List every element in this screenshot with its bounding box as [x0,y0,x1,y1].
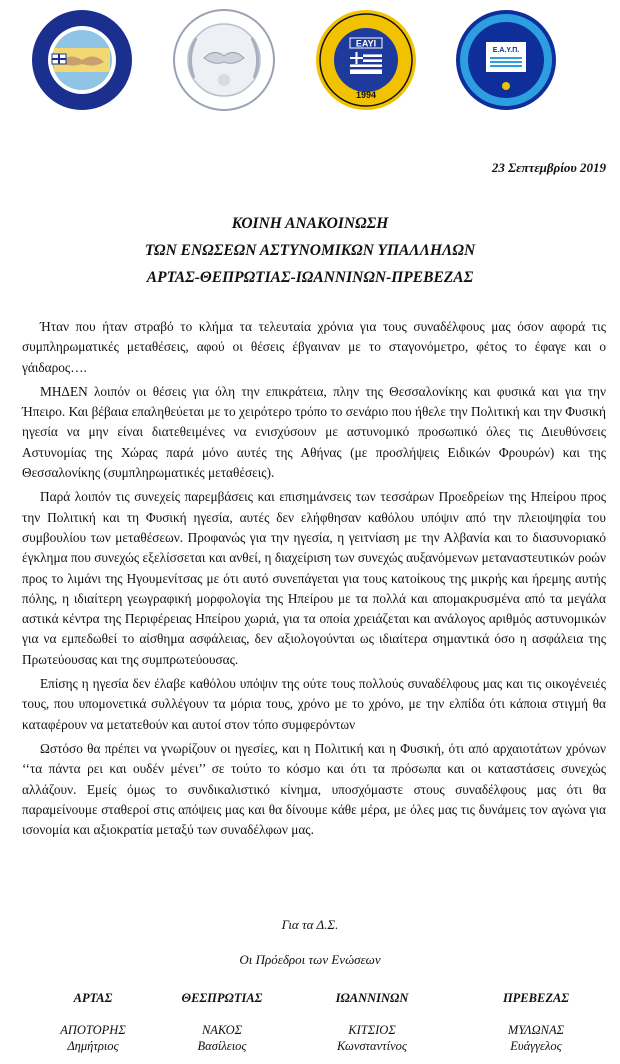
paragraph-3: Παρά λοιπόν τις συνεχείς παρεμβάσεις και επισημάνσεις των τεσσάρων Προεδρείων της Ηπείρου προς την Πολιτική και τη Φυσική ηγεσία, αυτές δεν ελήφθησαν καθόλου υπόψιν από την πλειοψηφία του συμβουλίου των μεταθέσεων. Προφανώς για την ηγεσία, η γειτνίαση με την Αλβανία και το διασυνοριακό έγκλημα που συνεχώς εξελίσσεται και ανθεί, η διαχείριση των συνεχώς αυξανόμενων μεταναστευτικών ροών προς το λιμάνι της Ηγουμενίτσας με ότι αυτό συνεπάγεται για τους κατοίκους της μικρής και ήρεμης αυτής πόλης, η ιδιαίτερη γεωγραφική μορφολογία της Ηπείρου με τα πολλά και απομακρυσμένα από τα μεγάλα αστικά κέντρα της Περιφέρειας Ηπείρου χωριά, για τα οποία χρειάζεται και ανάλογος αριθμός αστυνομικών για να εμπεδωθεί το αίσθημα ασφάλειας, δεν αξιολογούνται ως ιδιαίτερα σημαντικά όσο η ασφάλεια της Πρωτεύουσας και της συμπρωτεύουσας. [22,489,606,667]
ioanninon-union-logo [314,8,418,112]
signature-chairs: Οι Πρόεδροι των Ενώσεων [239,952,381,967]
announcement-body [22,317,606,844]
title-line-3: ΑΡΤΑΣ-ΘΕΠΡΩΤΙΑΣ-ΙΩΑΝΝΙΝΩΝ-ΠΡΕΒΕΖΑΣ [146,269,474,286]
paragraph-5: Ωστόσο θα πρέπει να γνωρίζουν οι ηγεσίες, και η Πολιτική και η Φυσική, ότι από αρχαιοτάτων χρόνων ‘‘τα πάντα ρει και ουδέν μένει’’ σε τούτο το κόσμο και ότι τα πρόσωπα και οι καταστάσεις συνεχώς αλλάζουν. Εμείς όμως το συνδικαλιστικό κίνημα, υποσχόμαστε στους συναδέλφους μας ότι θα παραμείνουμε σταθεροί στις απόψεις μας και θα δίνουμε κάθε μέρα, με όλες μας τις δυνάμεις τον αγώνα για ισονομία και αξιοκρατία μεταξύ των συναδέλφων μας. [22,740,606,838]
logo-row [0,8,620,118]
signature-given-name: Ευάγγελος [510,1039,562,1053]
signature-for-board: Για τα Δ.Σ. [281,917,339,932]
document-date: 23 Σεπτεμβρίου 2019 [491,160,606,175]
signature-prevezas [466,990,606,1054]
paragraph-1: Ήταν που ήταν στραβό το κλήμα τα τελευταία χρόνια για τους συναδέλφους μας όσον αφορά τις συμπληρωματικές μεταθέσεις, αφού οι θέσεις έβγαιναν με το σταγονόμετρο, φέτος το έφαγε και ο γάιδαρος…. [22,319,606,375]
signature-surname: ΚΙΤΣΙΟΣ [348,1023,396,1037]
ioanninon-year-text: 1994 [355,90,377,100]
signature-given-name: Βασίλειος [197,1039,247,1053]
title-line-1: ΚΟΙΝΗ ΑΝΑΚΟΙΝΩΣΗ [231,215,389,232]
ioanninon-badge-text: ΕΑΥΙ [355,38,377,49]
signature-thesprotias [152,990,292,1054]
title-line-2: ΤΩΝ ΕΝΩΣΕΩΝ ΑΣΤΥΝΟΜΙΚΩΝ ΥΠΑΛΛΗΛΩΝ [144,242,476,259]
signature-artas [23,990,163,1054]
signature-region: ΑΡΤΑΣ [73,991,113,1005]
signature-columns [0,990,620,1064]
paragraph-2: ΜΗΔΕΝ λοιπόν οι θέσεις για όλη την επικράτεια, πλην της Θεσσαλονίκης και φυσικά και για την Ήπειρο. Και βέβαια επαληθεύεται με το χειρότερο τρόπο το σενάριο που ήθελε την Πολιτική και την Φυσική ηγεσία να μην είναι διατεθειμένες να ενισχύσουν με αστυνομικό προσωπικό όλες τις Διευθύνσεις Αστυνομίας της Χώρας παρά μόνο αυτές της Αθήνας (με προσλήψεις Ειδικών Φρουρών) και της Θεσσαλονίκης (συμπληρωματικές μεταθέσεις). [22,383,606,481]
signature-region: ΠΡΕΒΕΖΑΣ [502,991,570,1005]
signature-given-name: Δημήτριος [67,1039,119,1053]
signature-surname: ΑΠΟΤΟΡΗΣ [60,1023,126,1037]
thesprotias-union-logo [172,8,276,112]
paragraph-4: Επίσης η ηγεσία δεν έλαβε καθόλου υπόψιν της ούτε τους πολλούς συναδέλφους μας και τις οικογένειές τους, που υπομονετικά συλλέγουν τα μόρια τους, χρόνο με το χρόνο, με την ελπίδα ότι κάποια στιγμή θα καταφέρουν να μετατεθούν και αυτοί στον τόπο συμφερόντων [22,676,606,732]
signature-given-name: Κωνσταντίνος [337,1039,407,1053]
prevezas-badge-text: Ε.Α.Υ.Π. [492,47,520,54]
signature-ioanninon [302,990,442,1054]
signature-region: ΙΩΑΝΝΙΝΩΝ [335,991,409,1005]
signature-region: ΘΕΣΠΡΩΤΙΑΣ [181,991,263,1005]
artas-union-logo [30,8,134,112]
prevezas-union-logo [454,8,558,112]
announcement-title [0,210,620,291]
signature-surname: ΝΑΚΟΣ [201,1023,243,1037]
signature-surname: ΜΥΛΩΝΑΣ [507,1023,565,1037]
